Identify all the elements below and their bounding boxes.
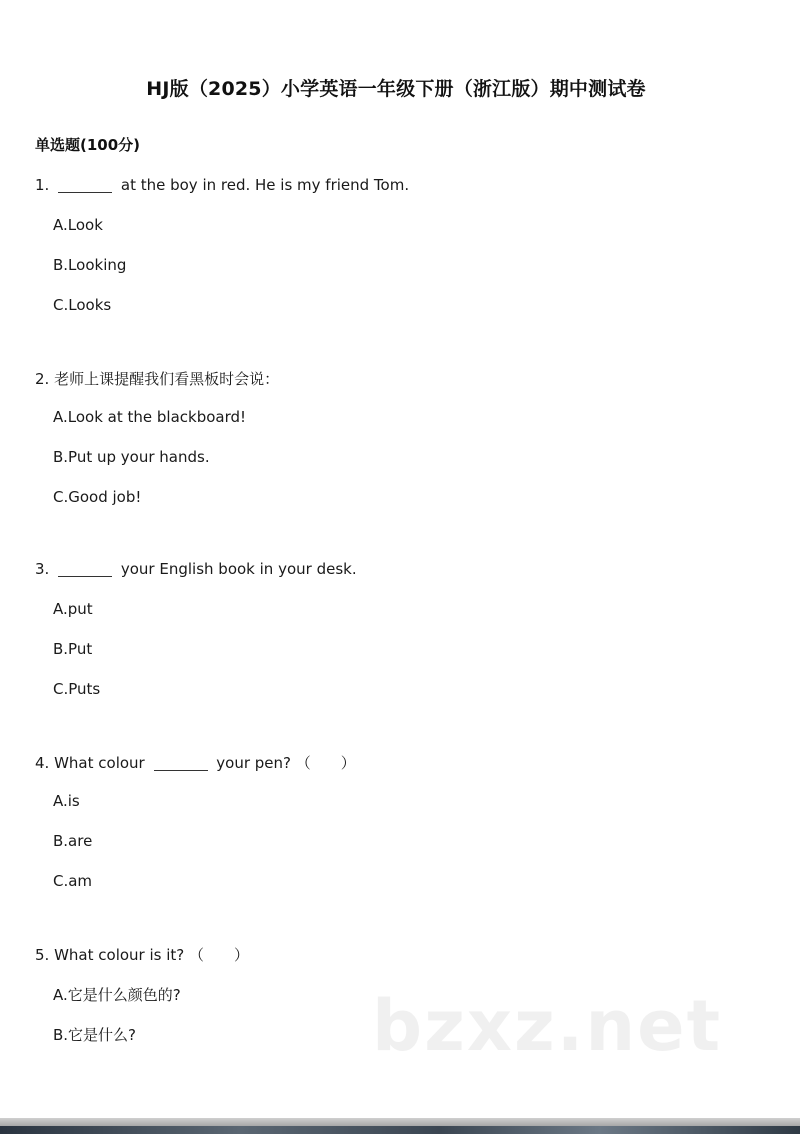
question-4	[35, 752, 356, 773]
question-text: What colour is it? （ ）	[54, 946, 250, 964]
question-5	[35, 944, 249, 965]
option-5b: B.它是什么?	[53, 1026, 137, 1044]
question-2	[35, 368, 279, 389]
option-4b: B.are	[53, 832, 93, 850]
option-2c: C.Good job!	[53, 488, 142, 506]
question-number: 4.	[35, 754, 50, 772]
section-title: 单选题(100分)	[35, 136, 141, 154]
background-strip	[0, 1126, 800, 1134]
question-number: 1.	[35, 176, 50, 194]
question-text: your English book in your desk.	[120, 560, 357, 578]
answer-blank	[58, 562, 112, 577]
option-4c: C.am	[53, 872, 93, 890]
option-3b: B.Put	[53, 640, 93, 658]
question-text-after: your pen? （ ）	[216, 754, 356, 772]
watermark: bzxz.net	[372, 985, 723, 1067]
option-2b: B.Put up your hands.	[53, 448, 210, 466]
answer-blank	[154, 756, 208, 771]
page-bottom-edge	[0, 1118, 800, 1126]
option-1c: C.Looks	[53, 296, 112, 314]
question-text: at the boy in red. He is my friend Tom.	[120, 176, 410, 194]
question-text: 老师上课提醒我们看黑板时会说：	[54, 370, 280, 388]
option-3a: A.put	[53, 600, 93, 618]
question-3	[35, 560, 357, 578]
question-number: 3.	[35, 560, 50, 578]
option-3c: C.Puts	[53, 680, 101, 698]
option-1b: B.Looking	[53, 256, 127, 274]
option-4a: A.is	[53, 792, 80, 810]
question-1	[35, 176, 409, 194]
page-title: HJ版（2025）小学英语一年级下册（浙江版）期中测试卷	[146, 78, 646, 100]
question-number: 5.	[35, 946, 50, 964]
option-1a: A.Look	[53, 216, 103, 234]
question-text-before: What colour	[54, 754, 145, 772]
answer-blank	[58, 178, 112, 193]
option-5a: A.它是什么颜色的?	[53, 986, 181, 1004]
option-2a: A.Look at the blackboard!	[53, 408, 247, 426]
question-number: 2.	[35, 370, 50, 388]
